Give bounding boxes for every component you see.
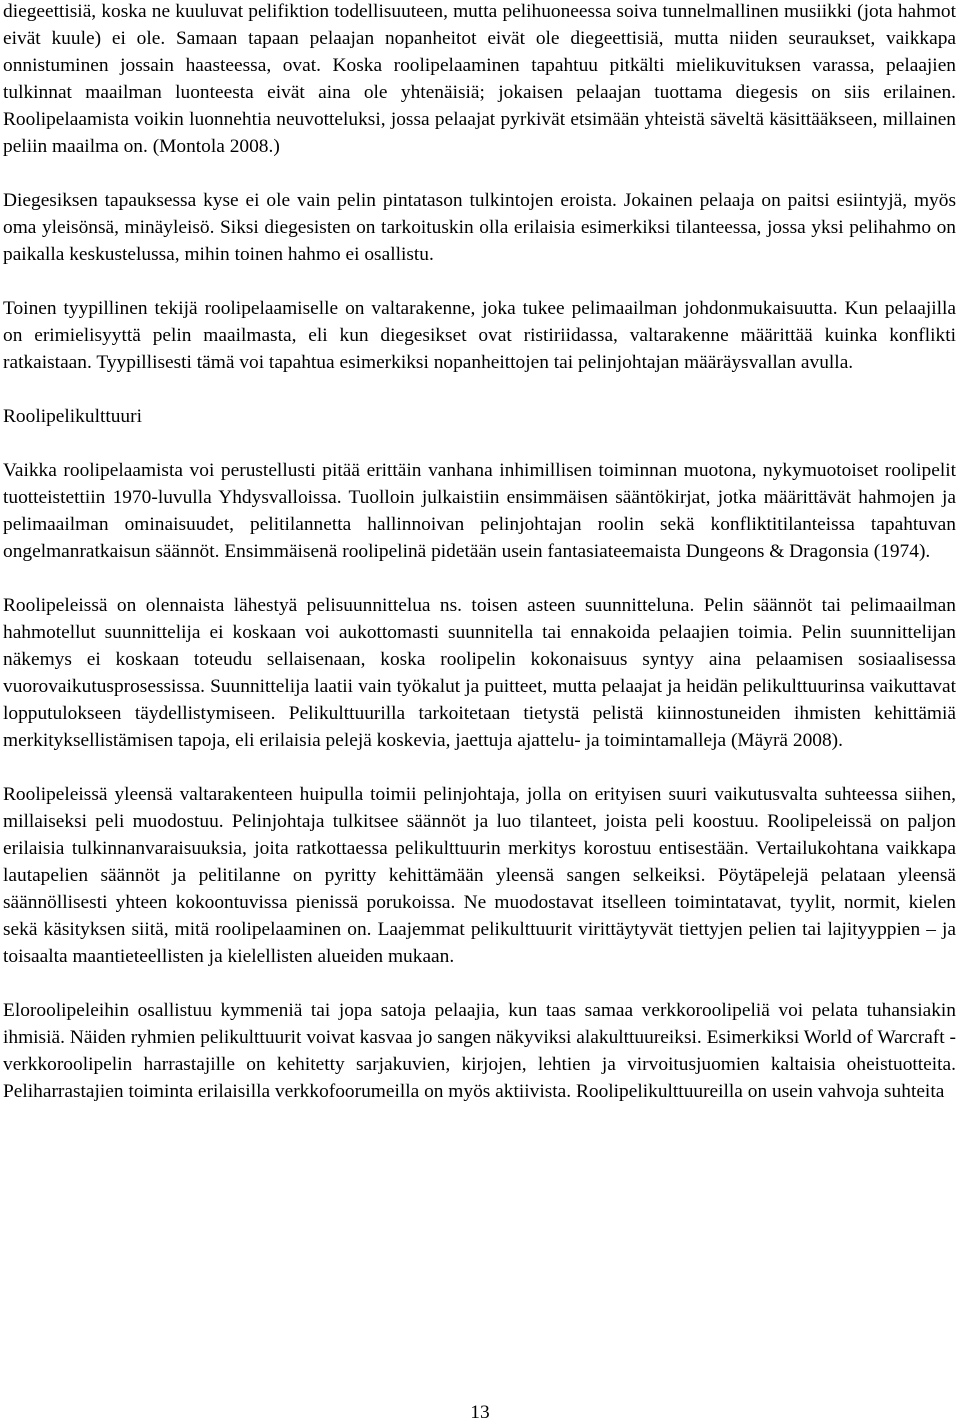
paragraph-history: Vaikka roolipelaamista voi perustellusti pitää erittäin vanhana inhimillisen toiminnan muotona, nykymuotoiset roolipelit tuotteistettiin 1970-luvulla Yhdysvalloissa. Tuolloin julkaistiin ensimmäisen sääntökirjat, jotka määrittävät hahmojen ja pelimaailman ominaisuudet, pelitilannetta hallinnoivan pelinjohtajan roolin sekä konfliktitilanteissa tapahtuvan ongelmanratkaisun säännöt. Ensimmäisenä roolipelinä pidetään usein fantasiateemaista Dungeons & Dragonsia (1974). xyxy=(3,460,956,562)
paragraph-game-master: Roolipeleissä yleensä valtarakenteen huipulla toimii pelinjohtaja, jolla on erityisen suuri vaikutusvalta suhteessa siihen, millaiseksi peli muodostuu. Pelinjohtaja tulkitsee säännöt ja luo tilanteet, joista peli koostuu. Roolipeleissä on paljon erilaisia tulkinnanvaraisuuksia, joita ratkottaessa pelikulttuurin merkitys korostuu entisestään. Vertailukohtana vaikkapa lautapelien säännöt ja pelitilanne on pyritty kehittämään yleensä sangen selkeiksi. Pöytäpelejä pelataan yleensä säännöllisesti yhteen kokoontuvissa pienissä porukoissa. Ne muodostavat itselleen toimintatavat, tyylit, normit, kielen sekä käsityksen siitä, mitä roolipelaaminen on. Laajemmat pelikulttuurit virittäytyvät tiettyjen pelien tai lajityyppien – ja toisaalta maantieteellisten ja kielellisten alueiden mukaan. xyxy=(3,784,956,967)
page-content xyxy=(3,0,956,1105)
paragraph-gap xyxy=(3,565,956,592)
paragraph-power-structure: Toinen tyypillinen tekijä roolipelaamiselle on valtarakenne, joka tukee pelimaailman johdonmukaisuutta. Kun pelaajilla on erimielisyyttä pelin maailmasta, eli kun diegesikset ovat ristiriidassa, valtarakenne määrittää kuinka konflikti ratkaistaan. Tyypillisesti tämä voi tapahtua esimerkiksi nopanheittojen tai pelinjohtajan määräysvallan avulla. xyxy=(3,298,956,373)
paragraph-gap xyxy=(3,376,956,403)
paragraph-larp-online: Eloroolipeleihin osallistuu kymmeniä tai jopa satoja pelaajia, kun taas samaa verkkoroolipeliä voi pelata tuhansiakin ihmisiä. Näiden ryhmien pelikulttuurit voivat kasvaa jo sangen näkyviksi alakulttuureiksi. Esimerkiksi World of Warcraft -verkkoroolipelin harrastajille on kehitetty sarjakuvien, kirjojen, lehtien ja virvoitusjuomien kaltaisia oheistuotteita. Peliharrastajien toiminta erilaisilla verkkofoorumeilla on myös aktiivista. Roolipelikulttuureilla on usein vahvoja suhteita xyxy=(3,1000,956,1102)
paragraph-second-order-design: Roolipeleissä on olennaista lähestyä pelisuunnittelua ns. toisen asteen suunnitteluna. Pelin säännöt tai pelimaailman hahmotellut suunnittelija ei koskaan voi aukottomasti suunnitella tai ennakoida pelaajien toimia. Pelin suunnittelijan näkemys ei koskaan toteudu sellaisenaan, koska roolipelin kokonaisuus syntyy aina pelaamisen sosiaalisessa vuorovaikutusprosessissa. Suunnittelija laatii vain työkalut ja puitteet, mutta pelaajat ja heidän pelikulttuurinsa vaikuttavat lopputulokseen täydellistymiseen. Pelikulttuurilla tarkoitetaan tietystä pelistä kiinnostuneiden ihmisten kehittämiä merkityksellistämisen tapoja, eli erilaisia pelejä koskevia, jaettuja ajattelu- ja toimintamalleja (Mäyrä 2008). xyxy=(3,595,956,751)
paragraph-gap xyxy=(3,160,956,187)
paragraph-gap xyxy=(3,268,956,295)
paragraph-diegesis-differences: Diegesiksen tapauksessa kyse ei ole vain pelin pintatason tulkintojen eroista. Jokainen pelaaja on paitsi esiintyjä, myös oma yleisönsä, minäyleisö. Siksi diegesisten on tarkoituskin olla erilaisia esimerkiksi tilanteessa, jossa yksi pelihahmo on paikalla keskustelussa, mihin toinen hahmo ei osallistu. xyxy=(3,190,956,265)
paragraph-gap xyxy=(3,754,956,781)
section-heading: Roolipelikulttuuri xyxy=(3,406,142,427)
paragraph-gap xyxy=(3,970,956,997)
paragraph-diegesis: diegeettisiä, koska ne kuuluvat pelifiktion todellisuuteen, mutta pelihuoneessa soiva tunnelmallinen musiikki (jota hahmot eivät kuule) ei ole. Samaan tapaan pelaajan nopanheitot eivät ole diegeettisiä, mutta niiden seuraukset, vaikkapa onnistuminen jossain haasteessa, ovat. Koska roolipelaaminen tapahtuu pitkälti mielikuvituksen varassa, pelaajien tulkinnat maailman luonteesta eivät aina ole yhtenäisiä; jokaisen pelaajan tuottama diegesis on siis erilainen. Roolipelaamista voikin luonnehtia neuvotteluksi, jossa pelaajat pyrkivät etsimään yhteistä säveltä käsittääkseen, millainen peliin maailma on. (Montola 2008.) xyxy=(3,1,956,157)
page-number: 13 xyxy=(470,1402,490,1423)
paragraph-gap xyxy=(3,430,956,457)
